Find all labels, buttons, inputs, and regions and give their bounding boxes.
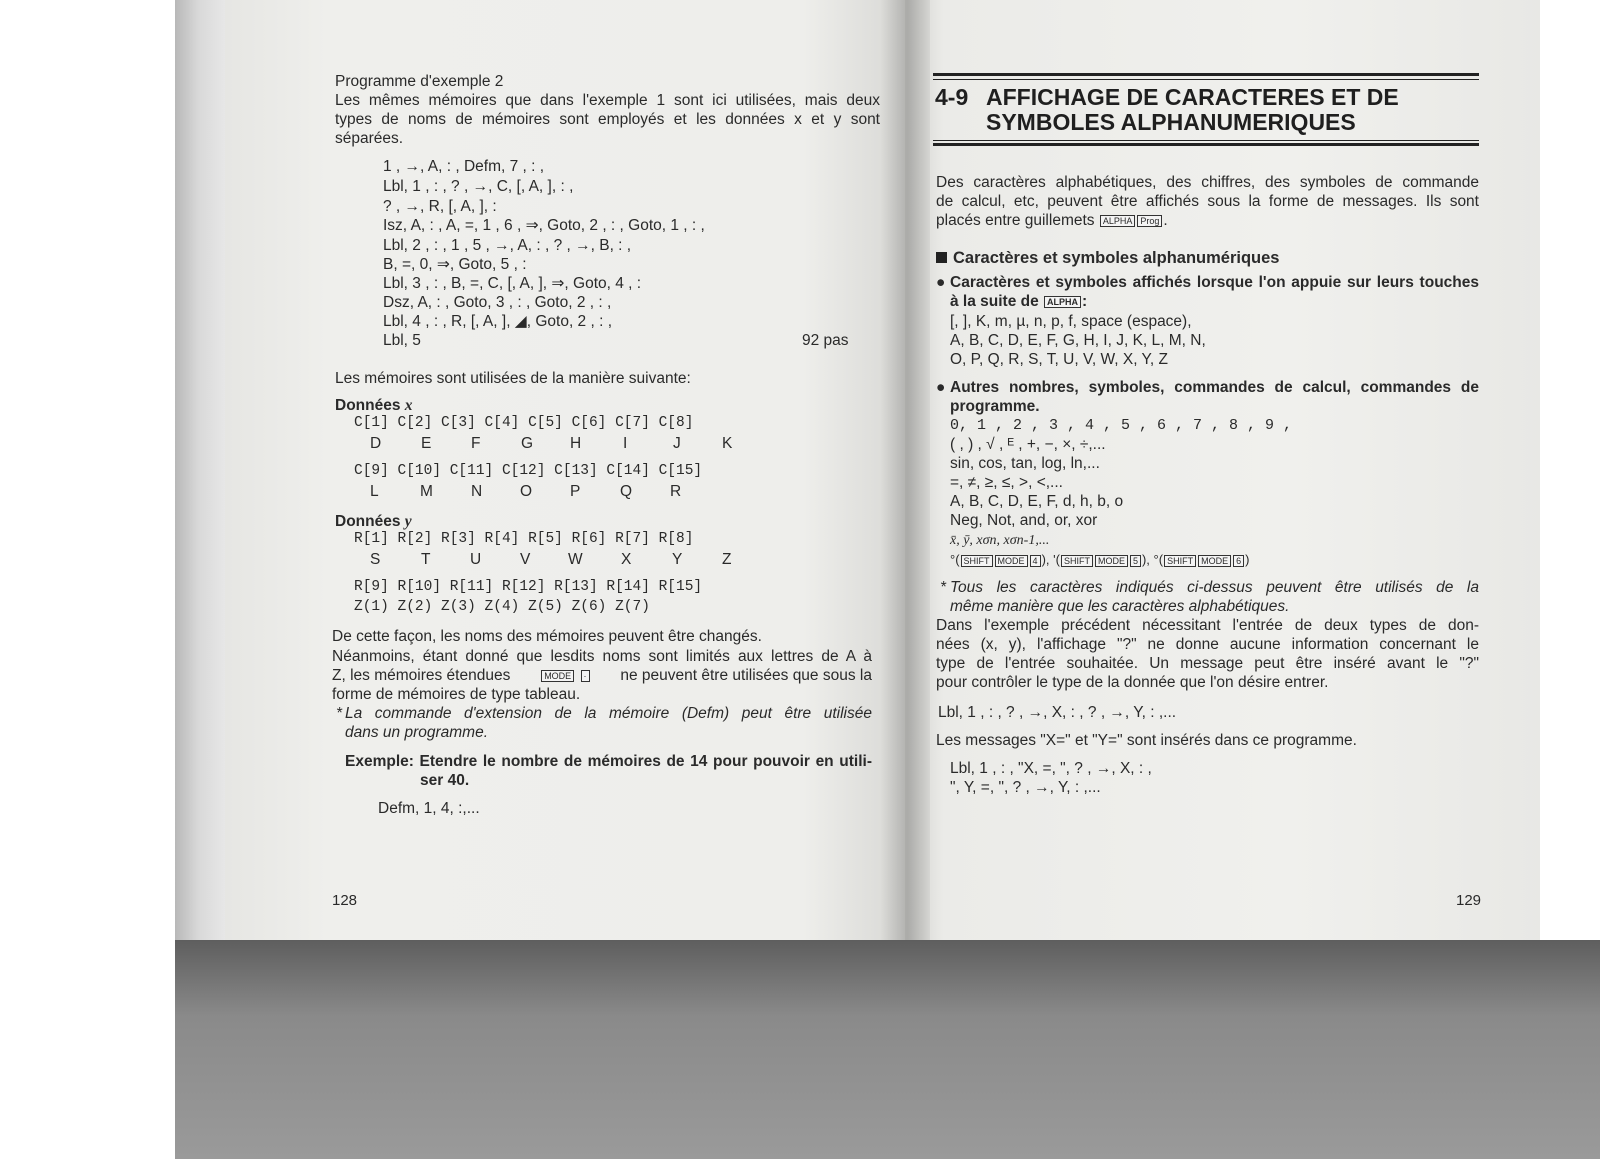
table-cell: C[6] <box>571 415 607 431</box>
scan-background <box>0 0 175 1159</box>
program-line: 1 , →, A, : , Defm, 7 , : , <box>383 158 545 175</box>
section-title-line1: AFFICHAGE DE CARACTERES ET DE <box>986 84 1399 110</box>
intro-line: séparées. <box>335 130 404 147</box>
stat-key-line: °( SHIFT MODE 4 ), '( SHIFT MODE 5 ), °( SHIFT MODE 6 ) <box>950 552 1250 567</box>
letter: Z(4) <box>484 599 520 615</box>
other-chars-line: 0, 1 , 2 , 3 , 4 , 5 , 6 , 7 , 8 , 9 , <box>950 417 1293 434</box>
letter: H <box>570 435 582 452</box>
table-cell: R[13] <box>554 579 598 595</box>
letter: Y <box>672 551 683 568</box>
letter: D <box>370 435 382 452</box>
scan-background-right <box>1540 0 1600 940</box>
other-chars-line: Neg, Not, and, or, xor <box>950 512 1098 529</box>
letter: J <box>673 435 681 452</box>
bullet2-line: programme. <box>950 398 1040 415</box>
shift-key: SHIFT <box>961 555 993 567</box>
body-line: forme de mémoires de type tableau. <box>332 686 581 703</box>
table-cell: C[9] <box>354 463 389 479</box>
letter: X <box>621 551 632 568</box>
title-rule-top-thin <box>933 79 1479 80</box>
table-cell: R[4] <box>484 531 520 547</box>
letter: Z(3) <box>441 599 476 615</box>
alpha-chars-line: [, ], K, m, µ, n, p, f, space (espace), <box>950 313 1192 330</box>
program-line: ? , →, R, [, A, ], : <box>383 198 497 215</box>
note-star: * <box>940 579 947 596</box>
y-row2-letters <box>354 598 650 617</box>
alpha-chars-line: A, B, C, D, E, F, G, H, I, J, K, L, M, N, <box>950 332 1206 349</box>
right-intro-line: Des caractères alphabétiques, des chiffres, des symboles de commande <box>936 174 1479 191</box>
y-row2-cells <box>354 578 702 597</box>
table-cell: R[14] <box>606 579 650 595</box>
prog-key: Prog <box>1137 215 1162 227</box>
bullet-dot-icon: ● <box>936 379 946 396</box>
right-note-line: même manière que les caractères alphabétiques. <box>950 598 1290 615</box>
letter: G <box>521 435 534 452</box>
mode-key: MODE <box>995 555 1028 567</box>
mode-key: MODE <box>1198 555 1231 567</box>
letter: E <box>421 435 432 452</box>
alpha-key: ALPHA <box>1100 215 1136 227</box>
right-code-line: ", Y, =, ", ? , →, Y, : ,... <box>950 779 1101 796</box>
title-rule-bottom <box>933 143 1479 146</box>
dot-key: · <box>581 670 590 682</box>
example-code: Defm, 1, 4, :,... <box>378 800 480 817</box>
shift-key: SHIFT <box>1164 555 1196 567</box>
mode-key: MODE <box>1095 555 1128 567</box>
letter: W <box>568 551 583 568</box>
letter: S <box>370 551 381 568</box>
key-sequence <box>540 666 590 685</box>
table-cell: C[10] <box>397 463 442 479</box>
table-cell: C[7] <box>615 415 650 431</box>
letter: Z(6) <box>571 599 607 615</box>
letter: I <box>623 435 628 452</box>
table-cell: R[10] <box>397 579 442 595</box>
note-line: La commande d'extension de la mémoire (Defm) peut être utilisée <box>345 705 872 722</box>
other-chars-line: =, ≠, ≥, ≤, >, <,... <box>950 474 1063 491</box>
table-cell: C[4] <box>484 415 520 431</box>
table-cell: R[12] <box>501 579 546 595</box>
page-number-left: 128 <box>332 892 358 909</box>
letter: Z(5) <box>528 599 563 615</box>
program-line: Dsz, A, : , Goto, 3 , : , Goto, 2 , : , <box>383 294 612 311</box>
right-body-line: Dans l'exemple précédent nécessitant l'entrée de deux types de don- <box>936 617 1479 634</box>
example-line: Exemple: Etendre le nombre de mémoires de 14 pour pouvoir en utili- <box>345 753 872 770</box>
right-intro-line: de calcul, etc, peuvent être affichés sous la forme de messages. Ils sont <box>936 193 1479 210</box>
intro-line: Les mêmes mémoires que dans l'exemple 1 sont ici utilisées, mais deux <box>335 92 880 109</box>
letter: M <box>420 483 433 500</box>
program-line: Lbl, 5 <box>383 332 421 349</box>
alpha-chars-line: O, P, Q, R, S, T, U, V, W, X, Y, Z <box>950 351 1168 368</box>
letter: Z(1) <box>354 599 389 615</box>
table-cell: R[9] <box>354 579 389 595</box>
table-cell: R[6] <box>571 531 607 547</box>
program-line: Lbl, 4 , : , R, [, A, ], ◢, Goto, 2 , : , <box>383 313 613 330</box>
table-cell: C[11] <box>449 463 494 479</box>
other-chars-line: x̄, ȳ, xσn, xσn-1,... <box>950 533 1050 548</box>
program-line: Lbl, 1 , : , ? , →, C, [, A, ], : , <box>383 178 574 195</box>
letter: K <box>722 435 733 452</box>
bullet1-line: Caractères et symboles affichés lorsque l'on appuie sur leurs touches <box>950 274 1479 291</box>
right-body-line: Les messages "X=" et "Y=" sont insérés dans ce programme. <box>936 732 1357 749</box>
letter: N <box>471 483 483 500</box>
section-title-line2: SYMBOLES ALPHANUMERIQUES <box>986 109 1356 135</box>
program-line: Isz, A, : , A, =, 1 , 6 , ⇒, Goto, 2 , : , Goto, 1 , : , <box>383 217 705 234</box>
right-body-line: nées (x, y), l'affichage "?" ne donne aucune information concernant le <box>936 636 1479 653</box>
x-row2-cells <box>354 462 702 481</box>
scanner-surface <box>175 940 1600 1159</box>
digit-5-key: 5 <box>1130 555 1141 567</box>
right-code-line: Lbl, 1 , : , ? , →, X, : , ? , →, Y, : ,... <box>938 704 1177 721</box>
table-cell: C[12] <box>501 463 546 479</box>
table-cell: C[2] <box>397 415 433 431</box>
section-number: 4-9 <box>935 84 969 110</box>
title-rule-bottom-thin <box>933 140 1479 141</box>
table-cell: C[5] <box>528 415 563 431</box>
table-cell: R[5] <box>528 531 563 547</box>
other-chars-line: sin, cos, tan, log, ln,... <box>950 455 1100 472</box>
data-x-heading: Données x <box>335 397 413 414</box>
subsection-heading: Caractères et symboles alphanumériques <box>936 249 1279 268</box>
alpha-key: ALPHA <box>1044 296 1081 308</box>
note-star: * <box>336 705 343 722</box>
body-line: Néanmoins, étant donné que lesdits noms sont limités aux lettres de A à <box>332 648 872 665</box>
right-code-line: Lbl, 1 , : , "X, =, ", ? , →, X, : , <box>950 760 1152 777</box>
digit-6-key: 6 <box>1233 555 1244 567</box>
letter: Z(7) <box>615 599 650 615</box>
right-note-line: Tous les caractères indiqués ci-dessus peuvent être utilisés de la <box>950 579 1479 596</box>
letter: Z <box>722 551 732 568</box>
bullet1-line: à la suite de ALPHA : <box>950 293 1088 310</box>
letter: R <box>670 483 682 500</box>
letter: U <box>470 551 482 568</box>
book-gutter <box>880 0 930 940</box>
shift-key: SHIFT <box>1061 555 1093 567</box>
right-intro-line: placés entre guillemets ALPHA Prog . <box>936 212 1168 229</box>
data-y-heading: Données y <box>335 513 412 530</box>
table-cell: C[15] <box>658 463 703 479</box>
program-line: Lbl, 2 , : , 1 , 5 , →, A, : , ? , →, B, : , <box>383 237 632 254</box>
letter: V <box>520 551 531 568</box>
example-line: ser 40. <box>420 772 470 789</box>
body-line: De cette façon, les noms des mémoires peuvent être changés. <box>332 628 762 645</box>
letter: Q <box>620 483 633 500</box>
right-body-line: type de l'entrée souhaitée. Un message peut être inséré avant le "?" <box>936 655 1479 672</box>
note-line: dans un programme. <box>345 724 489 741</box>
page-number-right: 129 <box>1456 892 1482 909</box>
mode-key: MODE <box>541 670 574 682</box>
table-cell: C[3] <box>441 415 476 431</box>
body-text: ne peuvent être utilisées que sous la <box>620 667 872 684</box>
letter: Z(2) <box>397 599 433 615</box>
bullet-dot-icon: ● <box>936 274 946 291</box>
table-cell: C[14] <box>606 463 650 479</box>
table-cell: C[8] <box>658 415 694 431</box>
example-heading: Programme d'exemple 2 <box>335 73 504 90</box>
letter: T <box>421 551 431 568</box>
step-count: 92 pas <box>802 332 849 349</box>
table-cell: R[8] <box>658 531 694 547</box>
other-chars-line: ( , ) , √ , ᴱ , +, −, ×, ÷,... <box>950 436 1106 453</box>
table-cell: R[1] <box>354 531 389 547</box>
intro-line: types de noms de mémoires sont employés et les données x et y sont <box>335 111 880 128</box>
table-cell: R[11] <box>449 579 494 595</box>
program-line: B, =, 0, ⇒, Goto, 5 , : <box>383 256 527 273</box>
right-body-line: pour contrôler le type de la donnée que l'on désire entrer. <box>936 674 1329 691</box>
table-cell: C[1] <box>354 415 389 431</box>
square-bullet-icon <box>936 252 947 263</box>
body-line <box>332 666 872 685</box>
table-cell: R[3] <box>441 531 476 547</box>
table-cell: R[7] <box>615 531 650 547</box>
title-rule-top <box>933 73 1479 76</box>
table-cell: C[13] <box>554 463 598 479</box>
y-row1-cells <box>354 530 693 549</box>
table-cell: R[15] <box>658 579 703 595</box>
letter: L <box>370 483 379 500</box>
x-row1-cells <box>354 414 693 433</box>
letter: O <box>520 483 533 500</box>
digit-4-key: 4 <box>1030 555 1041 567</box>
other-chars-line: A, B, C, D, E, F, d, h, b, o <box>950 493 1124 510</box>
letter: P <box>570 483 581 500</box>
table-cell: R[2] <box>397 531 433 547</box>
bullet2-line: Autres nombres, symboles, commandes de calcul, commandes de <box>950 379 1479 396</box>
program-line: Lbl, 3 , : , B, =, C, [, A, ], ⇒, Goto, 4 , : <box>383 275 642 292</box>
letter: F <box>471 435 481 452</box>
usage-intro: Les mémoires sont utilisées de la manière suivante: <box>335 370 691 387</box>
body-text: Z, les mémoires étendues <box>332 667 511 684</box>
